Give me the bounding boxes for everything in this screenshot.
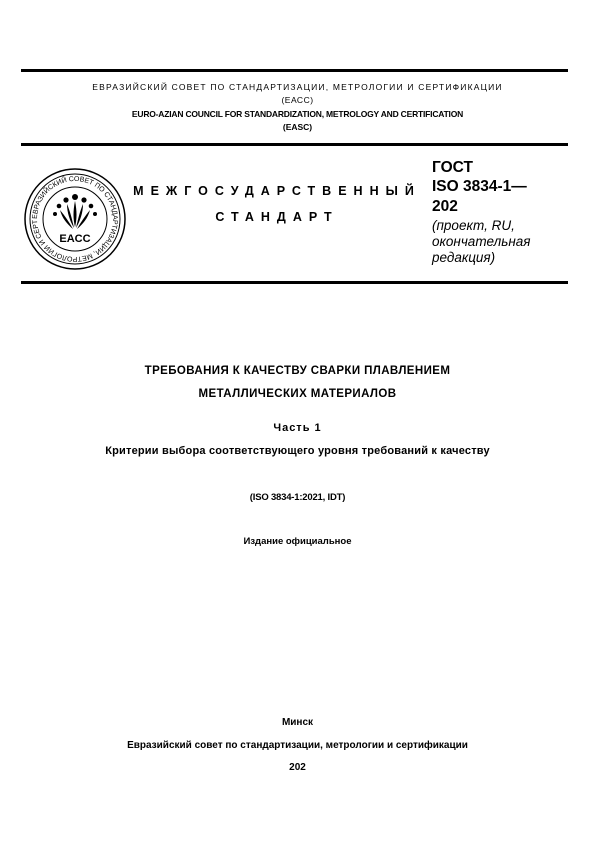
part-title: Критерии выбора соответствующего уровня требований к качеству xyxy=(105,445,490,457)
header-divider xyxy=(21,143,568,146)
standard-type-line1: МЕЖГОСУДАРСТВЕННЫЙ xyxy=(133,184,421,198)
gost-label: ГОСТ xyxy=(432,159,473,176)
cover-divider xyxy=(21,281,568,284)
easc-emblem-icon xyxy=(23,167,127,271)
publisher-name: Евразийский совет по стандартизации, метрологии и сертификации xyxy=(127,740,468,751)
publication-city: Минск xyxy=(281,717,314,728)
emblem-ring-text: ЕВРАЗИЙСКИЙ СОВЕТ ПО СТАНДАРТИЗАЦИИ, МЕТРОЛОГИИ И СЕРТ xyxy=(31,175,119,263)
emblem-label: EACC xyxy=(59,233,91,245)
edition-label: Издание официальное xyxy=(243,536,352,547)
document-title-line1: ТРЕБОВАНИЯ К КАЧЕСТВУ СВАРКИ ПЛАВЛЕНИЕМ xyxy=(144,365,451,377)
draft-status-note: (проект, RU, окончательная редакция) xyxy=(432,218,531,265)
council-name-ru: ЕВРАЗИЙСКИЙ СОВЕТ ПО СТАНДАРТИЗАЦИИ, МЕТРОЛОГИИ И СЕРТИФИКАЦИИ xyxy=(92,82,503,92)
gost-year: 202 xyxy=(432,198,458,215)
standard-type-line2: СТАНДАРТ xyxy=(215,210,339,224)
part-number: Часть 1 xyxy=(273,422,322,434)
gost-number: ISO 3834-1— xyxy=(432,178,527,195)
top-rule xyxy=(21,69,568,72)
council-abbr-en: (EASC) xyxy=(282,122,313,132)
council-name-en: EURO-AZIAN COUNCIL FOR STANDARDIZATION, METROLOGY AND CERTIFICATION xyxy=(131,109,464,119)
iso-reference: (ISO 3834-1:2021, IDT) xyxy=(249,492,346,503)
council-abbr-ru: (ЕАСС) xyxy=(281,95,314,105)
publication-year: 202 xyxy=(289,762,306,773)
document-title-line2: МЕТАЛЛИЧЕСКИХ МАТЕРИАЛОВ xyxy=(198,388,397,400)
